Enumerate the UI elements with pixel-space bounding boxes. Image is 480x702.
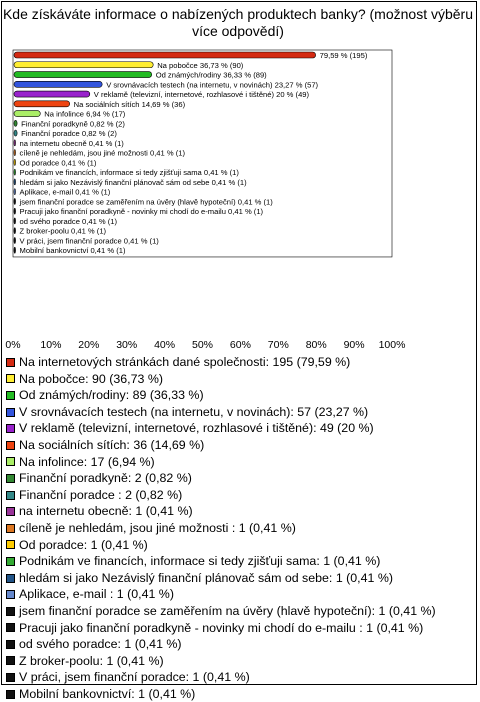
bar-2 (14, 72, 152, 78)
bar-label-0: 79,59 % (195) (319, 51, 368, 60)
bar-20 (14, 247, 16, 253)
bar-6 (14, 111, 40, 117)
x-tick-label: 0% (5, 339, 21, 350)
bar-7 (14, 120, 17, 126)
legend-swatch (6, 441, 15, 450)
bar-label-2: Od známých/rodiny 36,33 % (89) (155, 70, 267, 80)
legend-label: jsem finanční poradce se zaměřením na úvěry (hlavě hypoteční): 1 (0,41 %) (19, 603, 436, 618)
legend-swatch (6, 590, 15, 599)
legend-item (6, 636, 476, 653)
bar-label-3: V srovnávacích testech (na internetu, v novinách) 23,27 % (57) (106, 80, 319, 90)
legend-swatch (6, 491, 15, 500)
bar-4 (14, 91, 90, 97)
legend-swatch (6, 640, 15, 649)
legend-item (6, 454, 476, 471)
legend-swatch (6, 656, 15, 665)
legend-label: Podnikám ve financích, informace si tedy zjišťuji sama: 1 (0,41 %) (19, 554, 381, 569)
legend-item (6, 470, 476, 487)
legend-item (6, 570, 476, 587)
x-tick-label: 60% (229, 339, 251, 350)
legend-label: cíleně je nehledám, jsou jiné možnosti : 1 (0,41 %) (19, 520, 296, 535)
legend-label: V práci, jsem finanční poradce: 1 (0,41 %) (19, 670, 250, 685)
legend-label: Od poradce: 1 (0,41 %) (19, 537, 148, 552)
x-tick-label: 90% (343, 339, 365, 350)
legend-swatch (6, 457, 15, 466)
bar-label-4: V reklamě (televizní, internetové, rozhlasové i tištěné) 20 % (49) (93, 90, 310, 100)
legend-label: Na sociálních sítích: 36 (14,69 %) (19, 437, 205, 452)
legend-swatch (6, 607, 15, 616)
bar-14 (14, 189, 16, 195)
bar-9 (14, 140, 16, 146)
legend-swatch (6, 391, 15, 400)
bar-3 (14, 81, 102, 87)
legend-item (6, 420, 476, 437)
legend-item (6, 669, 476, 686)
x-tick-label: 80% (305, 339, 327, 350)
legend-swatch (6, 374, 15, 383)
legend-item (6, 586, 476, 603)
legend-swatch (6, 673, 15, 682)
legend-label: Od známých/rodiny: 89 (36,33 %) (19, 388, 204, 403)
bar-17 (14, 218, 16, 224)
legend-swatch (6, 524, 15, 533)
bar-13 (14, 179, 16, 185)
x-tick-label: 40% (154, 339, 176, 350)
legend-item (6, 520, 476, 537)
bar-19 (14, 237, 16, 243)
legend-swatch (6, 358, 15, 367)
bars-layer (13, 50, 392, 257)
legend-swatch (6, 540, 15, 549)
bar-label-11: Od poradce 0,41 % (1) (19, 158, 97, 168)
chart-legend (6, 354, 476, 702)
bar-label-6: Na infolince 6,94 % (17) (44, 109, 126, 119)
bar-label-10: cíleně je nehledám, jsou jiné možnosti 0,41 % (1) (19, 148, 186, 158)
bar-label-20: Mobilní bankovnictví 0,41 % (1) (19, 246, 126, 256)
legend-label: Na internetových stránkách dané společnosti: 195 (79,59 %) (19, 355, 351, 369)
legend-label: od svého poradce: 1 (0,41 %) (19, 637, 182, 652)
bar-label-8: Finanční poradce 0,82 % (2) (21, 129, 117, 139)
legend-label: na internetu obecně: 1 (0,41 %) (19, 504, 193, 519)
bar-0 (14, 52, 316, 58)
bar-label-12: Podnikám ve financích, informace si tedy zjišťuji sama 0,41 % (1) (19, 168, 239, 178)
legend-swatch (6, 408, 15, 417)
legend-label: Pracuji jako finanční poradkyně - novinky mi chodí do e-mailu : 1 (0,41 %) (19, 620, 424, 635)
x-tick-label: 20% (78, 339, 100, 350)
x-tick-label: 70% (267, 339, 289, 350)
bar-12 (14, 169, 16, 175)
bar-18 (14, 228, 16, 234)
x-tick-label: 30% (116, 339, 138, 350)
legend-item (6, 487, 476, 504)
legend-label: Aplikace, e-mail : 1 (0,41 %) (19, 587, 174, 602)
bar-label-18: Z broker-poolu 0,41 % (1) (19, 226, 107, 236)
legend-label: hledám si jako Nezávislý finanční plánovač sám od sebe: 1 (0,41 %) (19, 570, 393, 585)
legend-label: Na pobočce: 90 (36,73 %) (19, 371, 163, 386)
legend-label: Mobilní bankovnictví: 1 (0,41 %) (19, 686, 196, 701)
legend-item (6, 503, 476, 520)
bar-5 (14, 101, 70, 107)
legend-swatch (6, 557, 15, 566)
legend-swatch (6, 690, 15, 699)
bar-label-14: Aplikace, e-mail 0,41 % (1) (19, 187, 111, 197)
legend-item (6, 603, 476, 620)
bar-label-5: Na sociálních sítích 14,69 % (36) (73, 99, 186, 109)
legend-label: Finanční poradkyně: 2 (0,82 %) (19, 471, 192, 486)
x-tick-label: 50% (191, 339, 214, 350)
legend-item (6, 620, 476, 637)
legend-swatch (6, 507, 15, 516)
legend-item (6, 354, 476, 371)
bar-11 (14, 159, 16, 165)
bar-8 (14, 130, 17, 136)
bar-label-19: V práci, jsem finanční poradce 0,41 % (1) (19, 236, 159, 246)
bar-label-15: jsem finanční poradce se zaměřením na úvěry (hlavě hypoteční) 0,41 % (1) (19, 197, 273, 207)
legend-item (6, 553, 476, 570)
x-tick-label: 10% (40, 339, 62, 350)
bar-label-13: hledám si jako Nezávislý finanční plánovač sám od sebe 0,41 % (1) (19, 177, 247, 187)
legend-item (6, 404, 476, 421)
bar-label-7: Finanční poradkyně 0,82 % (2) (21, 119, 125, 129)
bar-10 (14, 150, 16, 156)
chart-title: Kde získáváte informace o nabízených produktech banky? (možnost výběru více odpovědí) (2, 6, 474, 39)
bar-label-16: Pracuji jako finanční poradkyně - novinky mi chodí do e-mailu 0,41 % (1) (19, 207, 264, 217)
bar-chart (0, 0, 480, 350)
bar-16 (14, 208, 16, 214)
bar-label-1: Na pobočce 36,73 % (90) (157, 60, 244, 70)
bar-label-17: od svého poradce 0,41 % (1) (19, 216, 118, 226)
legend-item (6, 653, 476, 670)
legend-item (6, 387, 476, 404)
x-axis (5, 339, 405, 350)
legend-label: V reklamě (televizní, internetové, rozhlasové i tištěné): 49 (20 %) (19, 421, 374, 436)
bar-15 (14, 198, 16, 204)
legend-item (6, 371, 476, 388)
bar-1 (14, 62, 153, 68)
legend-label: Na infolince: 17 (6,94 %) (19, 454, 155, 469)
legend-item (6, 437, 476, 454)
legend-swatch (6, 424, 15, 433)
legend-item (6, 537, 476, 554)
legend-label: Finanční poradce : 2 (0,82 %) (19, 487, 183, 502)
legend-swatch (6, 623, 15, 632)
legend-swatch (6, 574, 15, 583)
legend-label: Z broker-poolu: 1 (0,41 %) (19, 653, 164, 668)
legend-item (6, 686, 476, 702)
legend-label: V srovnávacích testech (na internetu, v novinách): 57 (23,27 %) (19, 404, 369, 419)
x-tick-label: 100% (378, 339, 406, 350)
bar-label-9: na internetu obecně 0,41 % (1) (19, 138, 124, 148)
legend-swatch (6, 474, 15, 483)
